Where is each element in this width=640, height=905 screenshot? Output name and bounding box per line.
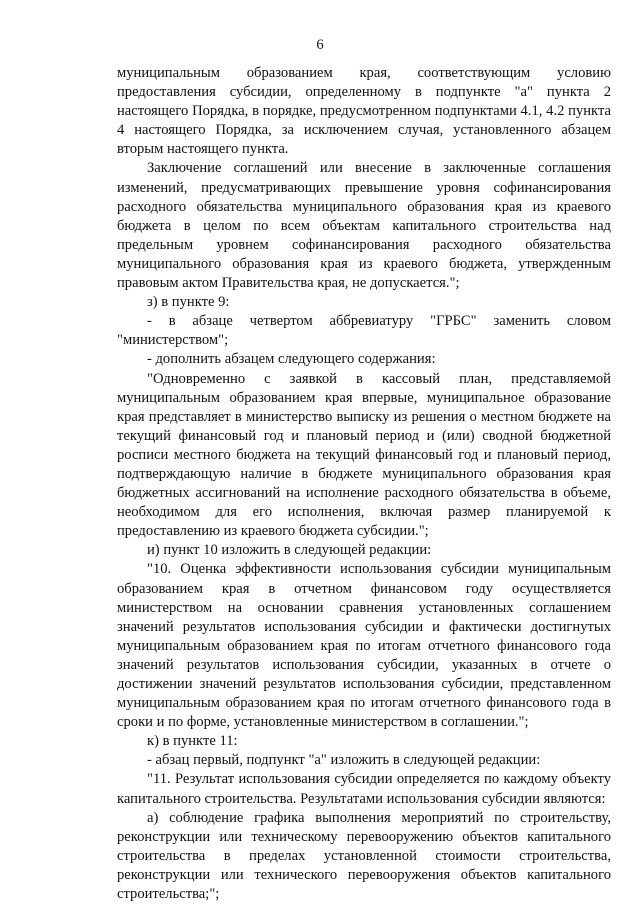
page-number: 6 bbox=[316, 37, 324, 53]
paragraph: "11. Результат использования субсидии определяется по каждому объекту капитального строительства. Результатами использования субсидии являются: bbox=[117, 771, 611, 807]
document-body bbox=[117, 64, 611, 904]
paragraph: - в абзаце четвертом аббревиатуру "ГРБС" заменить словом "министерством"; bbox=[117, 313, 611, 349]
paragraph: з) в пункте 9: bbox=[147, 294, 230, 311]
paragraph: Заключение соглашений или внесение в заключенные соглашения изменений, предусматривающих превышение уровня софинансирования расходного обязательства муниципального образования края из краевого бюджета в целом по всем объектам капитального строительства над предельным уровнем софинансирования расходного обязательства муниципального образования края из краевого бюджета, утвержденным правовым актом Правительства края, не допускается."; bbox=[117, 160, 611, 292]
paragraph: - абзац первый, подпункт "а" изложить в следующей редакции: bbox=[147, 752, 541, 769]
paragraph: и) пункт 10 изложить в следующей редакции: bbox=[147, 542, 432, 559]
paragraph: "Одновременно с заявкой в кассовый план, представляемой муниципальным образованием края впервые, муниципальное образование края представляет в министерство выписку из решения о местном бюджете на текущий финансовый год и плановый период и (или) сводной бюджетной росписи местного бюджета на текущий финансовый год и плановый период, подтверждающую наличие в бюджете муниципального образования края бюджетных ассигнований на исполнение расходного обязательства в объеме, необходимом для его исполнения, включая размер планируемой к предоставлению из краевого бюджета субсидии."; bbox=[117, 370, 611, 540]
paragraph: "10. Оценка эффективности использования субсидии муниципальным образованием края в отчетном финансовом году осуществляется министерством на основании сравнения установленных соглашением значений результатов использования субсидии и фактически достигнутых муниципальным образованием края по итогам отчетного финансового года значений результатов использования субсидии, указанных в отчете о достижении значений результатов использования субсидии, представленном муниципальным образованием края по итогам отчетного финансового года в сроки и по форме, установленные министерством в соглашении."; bbox=[117, 561, 611, 731]
paragraph: к) в пункте 11: bbox=[147, 733, 238, 750]
paragraph: а) соблюдение графика выполнения мероприятий по строительству, реконструкции или техническому перевооружению объектов капитального строительства в пределах установленной стоимости строительства, реконструкции или технического перевооружения объектов капитального строительства;"; bbox=[117, 809, 611, 903]
paragraph: муниципальным образованием края, соответствующим условию предоставления субсидии, определенному в подпункте "а" пункта 2 настоящего Порядка, в порядке, предусмотренном подпунктами 4.1, 4.2 пункта 4 настоящего Порядка, за исключением случая, установленного абзацем вторым настоящего пункта. bbox=[117, 65, 611, 158]
paragraph: - дополнить абзацем следующего содержания: bbox=[147, 351, 436, 368]
